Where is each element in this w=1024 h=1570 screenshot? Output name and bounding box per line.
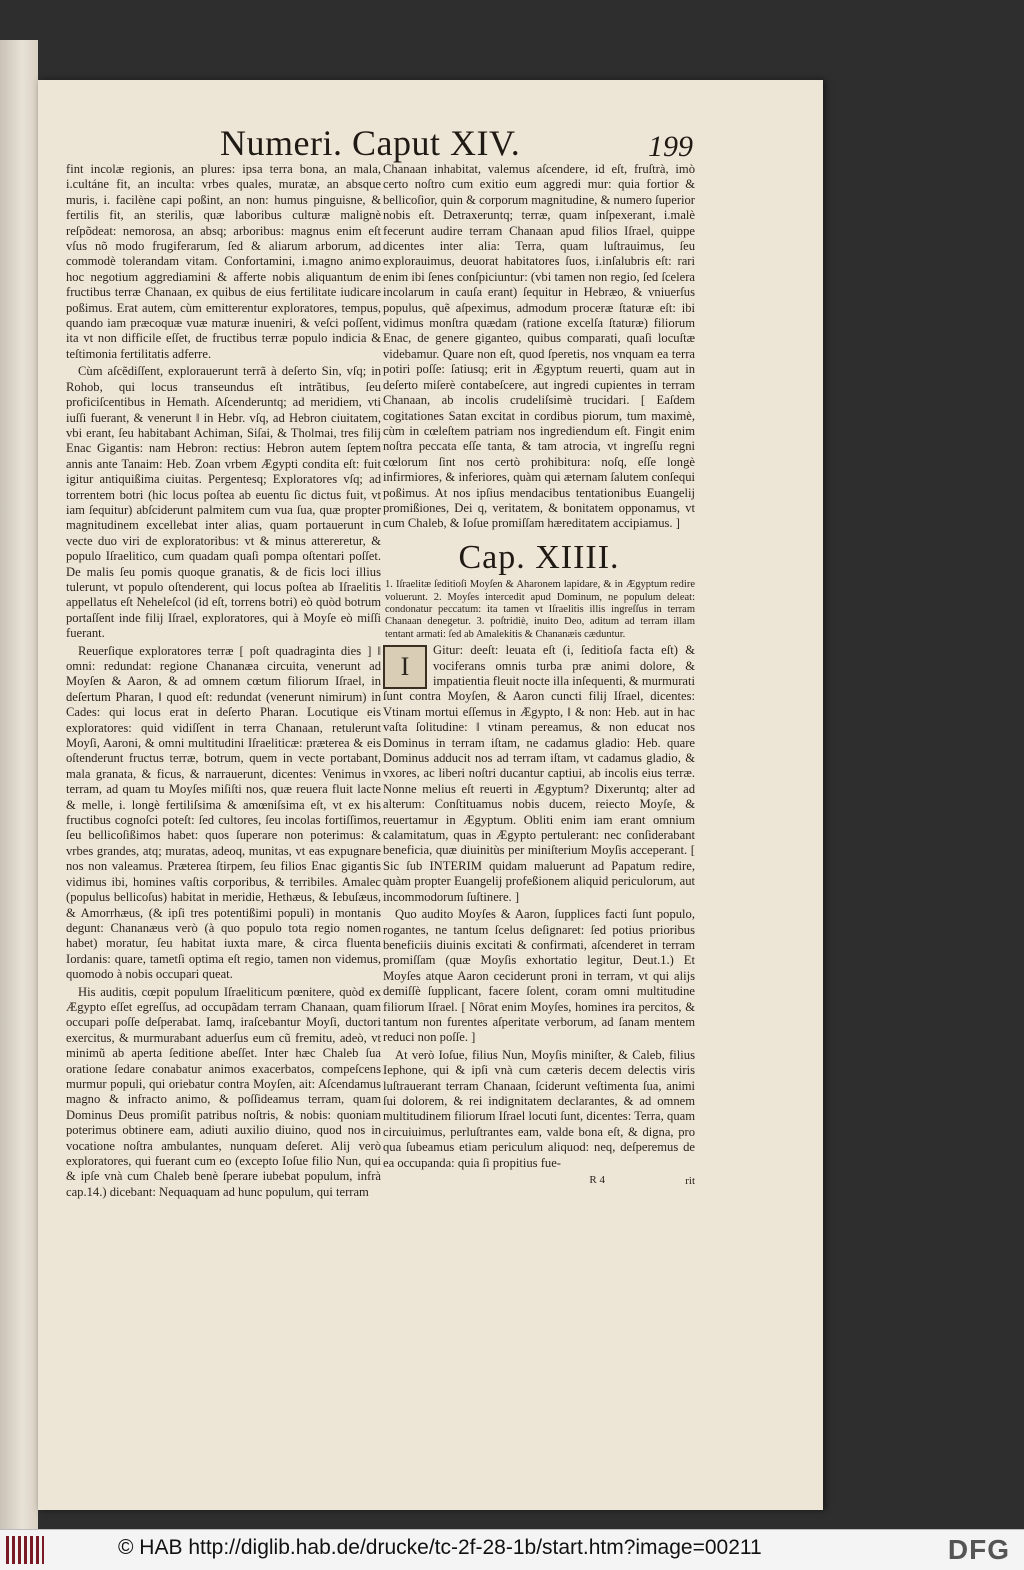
chapter-heading: Cap. XIIII. [458,538,620,576]
paragraph: Cùm aſcẽdiſſent, explorauerunt terrã à deſerto Sin, vſq; in Rohob, qui locus transeundus eſt intrãtibus, ſeu proficiſcentibus in Hemath. Aſcenderuntq; ad meridiem, vti iuſſi fuerant, & venerunt ‖ in Hebr. vſq, ad Hebron ciuitatem, vbi erant, ſeu habitabant Achiman, Siſai, & Tholmai, tres filij Enac Gigantis: nam Hebron: rectius: Hebron autem ſeptem annis ante Tanaim: Heb. Zoan vrbem Ægypti condita eſt: fuit igitur antiquißima ciuitas. Pergentesq; Exploratores vſq; ad torrentem botri (hic locus poſtea ab euentu ſic dictus fuit, vt iam ſequitur) abſciderunt palmitem cum vua ſua, quæ propter magnitudinem excellebat inter alias, quam portauerunt in vecte duo viri de exploratoribus: vt & minus attereretur, & populo Iſraelitico, cum quadam quaſi pompa oſtentari poſſet. De malis ſeu pomis quoque granatis, & de ficis loci illius tulerunt, vt populo oſtenderent, qui locus poſtea ab Iſraelitis appellatus eſt Neheleſcol (id eſt, torrens botri) eò quòd botrum portaſſent inde filij Iſrael, exploratores, qui à Moyſe eò miſſi fuerant. [66,364,381,641]
right-column [383,162,695,1190]
signature-mark: R 4 [589,1174,605,1186]
drop-initial: I [383,645,427,689]
book-page [38,80,823,1510]
catchword: rit [685,1175,695,1188]
dfg-logo: DFG [947,1534,1010,1565]
left-page-edge [0,40,38,1530]
footer-bar [0,1529,1024,1570]
page-number: 199 [648,130,693,163]
paragraph: At verò Ioſue, filius Nun, Moyſis miniſter, & Caleb, filius Iephone, qui & ipſi vnà cum cæteris decem delectis viris luſtrauerant terram Chanaan, ſciderunt veſtimenta ſua, animi ſui dolorem, & rei indignitatem declarantes, & ad omnem multitudinem filiorum Iſrael locuti ſunt, dicentes: Terra, quam circuiuimus, perluſtrantes eam, valde bona eſt, & digna, pro qua ſubeamus etiam periculum aliquod: neq, deſperemus de ea occupanda: quia ſi propitius fue- [383,1047,695,1170]
library-logo-icon [6,1536,44,1564]
paragraph: Reuerſique exploratores terræ [ poſt quadraginta dies ] ‖ omni: redundat: regione Chananæa circuita, venerunt ad Moyſen & Aaron, & ad omnem cœtum filiorum Iſrael, in deſertum Pharan, ‖ quod eſt: redundat (venerunt nimirum) in Cades: qui locus erat in deſerto Pharan. Locutique eis exploratores: quid vidiſſent in terra Chanaan, retulerunt Moyſi, Aaroni, & omni multitudini Iſraeliticæ: præterea & eis oſtenderunt fructus terræ, botrum, quem in vecte portabant, mala granata, & ficus, & narrauerunt, dicentes: Venimus in terram, ad quam tu Moyſes miſiſti nos, quæ reuera fluit lacte & melle, i. longè fertiliſsima & amœniſsima eſt, vt ex his fructibus cognoſci poteſt: ſed cultores, ſeu incolas fortiſſimos, ſeu bellicoſißimos habet: quos ſuperare non poterimus: & vrbes grandes, atq; muratas, adeoq, munitas, vt eas expugnare nos non valeamus. Præterea ſtirpem, ſeu filios Enac gigantis vidimus ibi, homines vaſtis corporibus, & terribiles. Amalec (populus bellicoſus) habitat in meridie, Hethæus, & Iebuſæus, & Amorrhæus, (& ipſi tres potentißimi populi) in montanis degunt: Chananæus verò (à quo populo tota regio nomen habet) moratur, ſeu habitat iuxta mare, & circa fluenta Iordanis: quare, tametſi optima eſt regio, tamen non videmus, quomodo à nobis occupari queat. [66,643,381,982]
paragraph: His auditis, cœpit populum Iſraeliticum pœnitere, quòd ex Ægypto eſſet egreſſus, ad occupãdam terram Chanaan, quam occupari poſſe deſperabat. Iamq, iraſcebantur Moyſi, ductori exercitus, & murmurabant aduerſus eum cũ fremitu, adeò, vt minimũ ab aperta ſeditione abeſſet. Inter hæc Chaleb ſua oratione ſedare conabatur animos exacerbatos, compeſcens murmur populi, qui oriebatur contra Moyſen, ait: Aſcendamus magno & infracto animo, & poſſideamus terram, quam Dominus Deus promiſit patribus noſtris, & nobis: quoniam poterimus obtinere eam, adiuti auxilio diuino, quod nos in vocatione noſtra ambulantes, nunquam deſeret. Alij verò exploratores, qui fuerant cum eo (excepto Ioſue filio Nun, qui & ipſe vnà cum Chaleb benè ſperare iubebat populum, infrà cap.14.) dicebant: Nequaquam ad hunc populum, qui terram [66,984,381,1199]
footer-credit[interactable]: © HAB http://diglib.hab.de/drucke/tc-2f-28-1b/start.htm?image=00211 [118,1536,762,1559]
paragraph: Gitur: deeſt: leuata eſt (i, ſeditioſa facta eſt) & vociferans omnis turba præ animi dolore, & impatientia fleuit nocte illa inſequenti, & murmurati ſunt contra Moyſen, & Aaron cuncti filij Iſrael, dicentes: Vtinam mortui eſſemus in Ægypto, ‖ & non: Heb. aut in hac vaſta ſolitudine: ‖ vtinam pereamus, & non educat nos Dominus in terram iſtam, ne cadamus gladio: Heb. quare Dominus adducit nos ad terram iſtam, vt cadamus gladio, & vxores, ac liberi noſtri ducantur captiui, ab incolis eius terræ. Nonne melius eſt reuerti in Ægyptum? Dixeruntq; alter ad alterum: Conſtituamus nobis ducem, reiecto Moyſe, & reuertamur in Ægyptum. Obliti enim iam erant omnium calamitatum, quas in Ægypto pertulerant: nec conſiderabant beneficia, quæ diuinitùs per miniſterium Moyſis acceperant. [ Sic ſub INTERIM quidam maluerunt ad Papatum redire, quàm propter Euangelij profeßionem aliquid periculorum, aut incommodorum ſuſtinere. ] [383,643,695,904]
paragraph: fint incolæ regionis, an plures: ipsa terra bona, an mala, i.cultáne fit, an inculta: vrbes quales, muratæ, an absque muris, i. facilène capi poßint, an non: humus pinguisne, & fertilis fit, an sterilis, quæ laboribus culturæ malignè reſpõdeat: nemorosa, an absq; arboribus: magnus enim eſt vſus nõ modo frugiferarum, ſed & aliarum arborum, ad commodè tolerandam vitam. Confortamini, i.magno animo hoc negotium aggrediamini & afferte nobis aliquantum de fructibus terræ Chanaan, ex quibus de eius fertilitate iudicare poßimus. Erat autem, cùm emitterentur exploratores, tempus, quando iam præcoquæ vuæ maturæ inueniri, & veſci poſſent, ita vt non difficile eſſet, de fructibus terræ populo indicia & teſtimonia fertilitatis adferre. [66,162,381,361]
running-title: Numeri. Caput XIV. [220,123,521,163]
chapter-opening [383,643,695,905]
paragraph: Quo audito Moyſes & Aaron, ſupplices facti ſunt populo, rogantes, ne tantum ſcelus deſignaret: ſed potius prioribus beneficiis diuinis excitati & confirmati, aſcenderet in terram promiſſam (quæ Moyſis exhortatio legitur, Deut.1.) Et Moyſes atque Aaron ceciderunt proni in terram, vt qui alijs demiſſè ſupplicant, facere ſolent, coram omni multitudine filiorum Iſrael. [ Nôrat enim Moyſes, homines ira percitos, & tantum non furentes aſperitate verborum, ad ſanam mentem reduci non poſſe. ] [383,907,695,1045]
chapter-summary: 1. Iſraelitæ ſeditioſi Moyſen & Aharonem lapidare, & in Ægyptum redire voluerunt. 2. Moyſes intercedit apud Dominum, ne populum deleat: condonatur peccatum: ita tamen vt Iſraelitis illis ingreſſus in terram Chanaan denegetur. 3. poſtridiè, inuito Deo, aditum ad terram illam tentant armati: ſed ab Amalekitis & Chananæis cæduntur. [385,579,695,640]
left-column [66,162,381,1202]
paragraph: Chanaan inhabitat, valemus aſcendere, id eſt, fruſtrà, imò certo noſtro cum exitio eum aggredi mur: quia fortior & bellicoſior, quin & corporum magnitudine, & numero ſuperior nobis eſt. Detraxeruntq; terræ, quam inſpexerant, i.malè fecerunt audire terram Chanaan apud filios Iſrael, quippe dicentes inter alia: Terra, quam luſtrauimus, ſeu explorauimus, deuorat habitatores ſuos, i.inſalubris eſt: rari enim ibi ſenes conſpiciuntur: (vbi tamen non regio, ſed ſcelera incolarum in cauſa erant) ſequitur in Hebræo, & vniuerſus populus, quẽ aſpeximus, admodum proceræ ſtaturæ eſt: ibi vidimus monſtra quædam (ratione excelſa ſtaturæ) filiorum Enac, de genere giganteo, quibus comparati, quaſi locuſtæ videbamur. Quare non eſt, quod ſperetis, nos vnquam ea terra potiri poſſe: ſatiusq; erit in Ægyptum reuerti, quam aut in deſerto miſerè contabeſcere, aut ingredi cupientes in terram Chanaan, ab incolis crudeliſsimè trucidari. [ Eaſdem cogitationes Satan excitat in cordibus piorum, tum maximè, cùm in cœleſtem patriam nos ingrediendum eſt. Fingit enim noſtra peccata eſſe tanta, & tam atrocia, vt ingreſſu regni cœlorum ſint nos certò prohibitura: noſq, eſſe longè infirmiores, & inferiores, quàm qui æternam ſalutem conſequi poßimus. At nos ipſius mendacibus tentationibus Euangelij promißiones, Dei q, veritatem, & bonitatem opponamus, vt cum Chaleb, & Ioſue promiſſam hæreditatem accipiamus. ] [383,162,695,531]
